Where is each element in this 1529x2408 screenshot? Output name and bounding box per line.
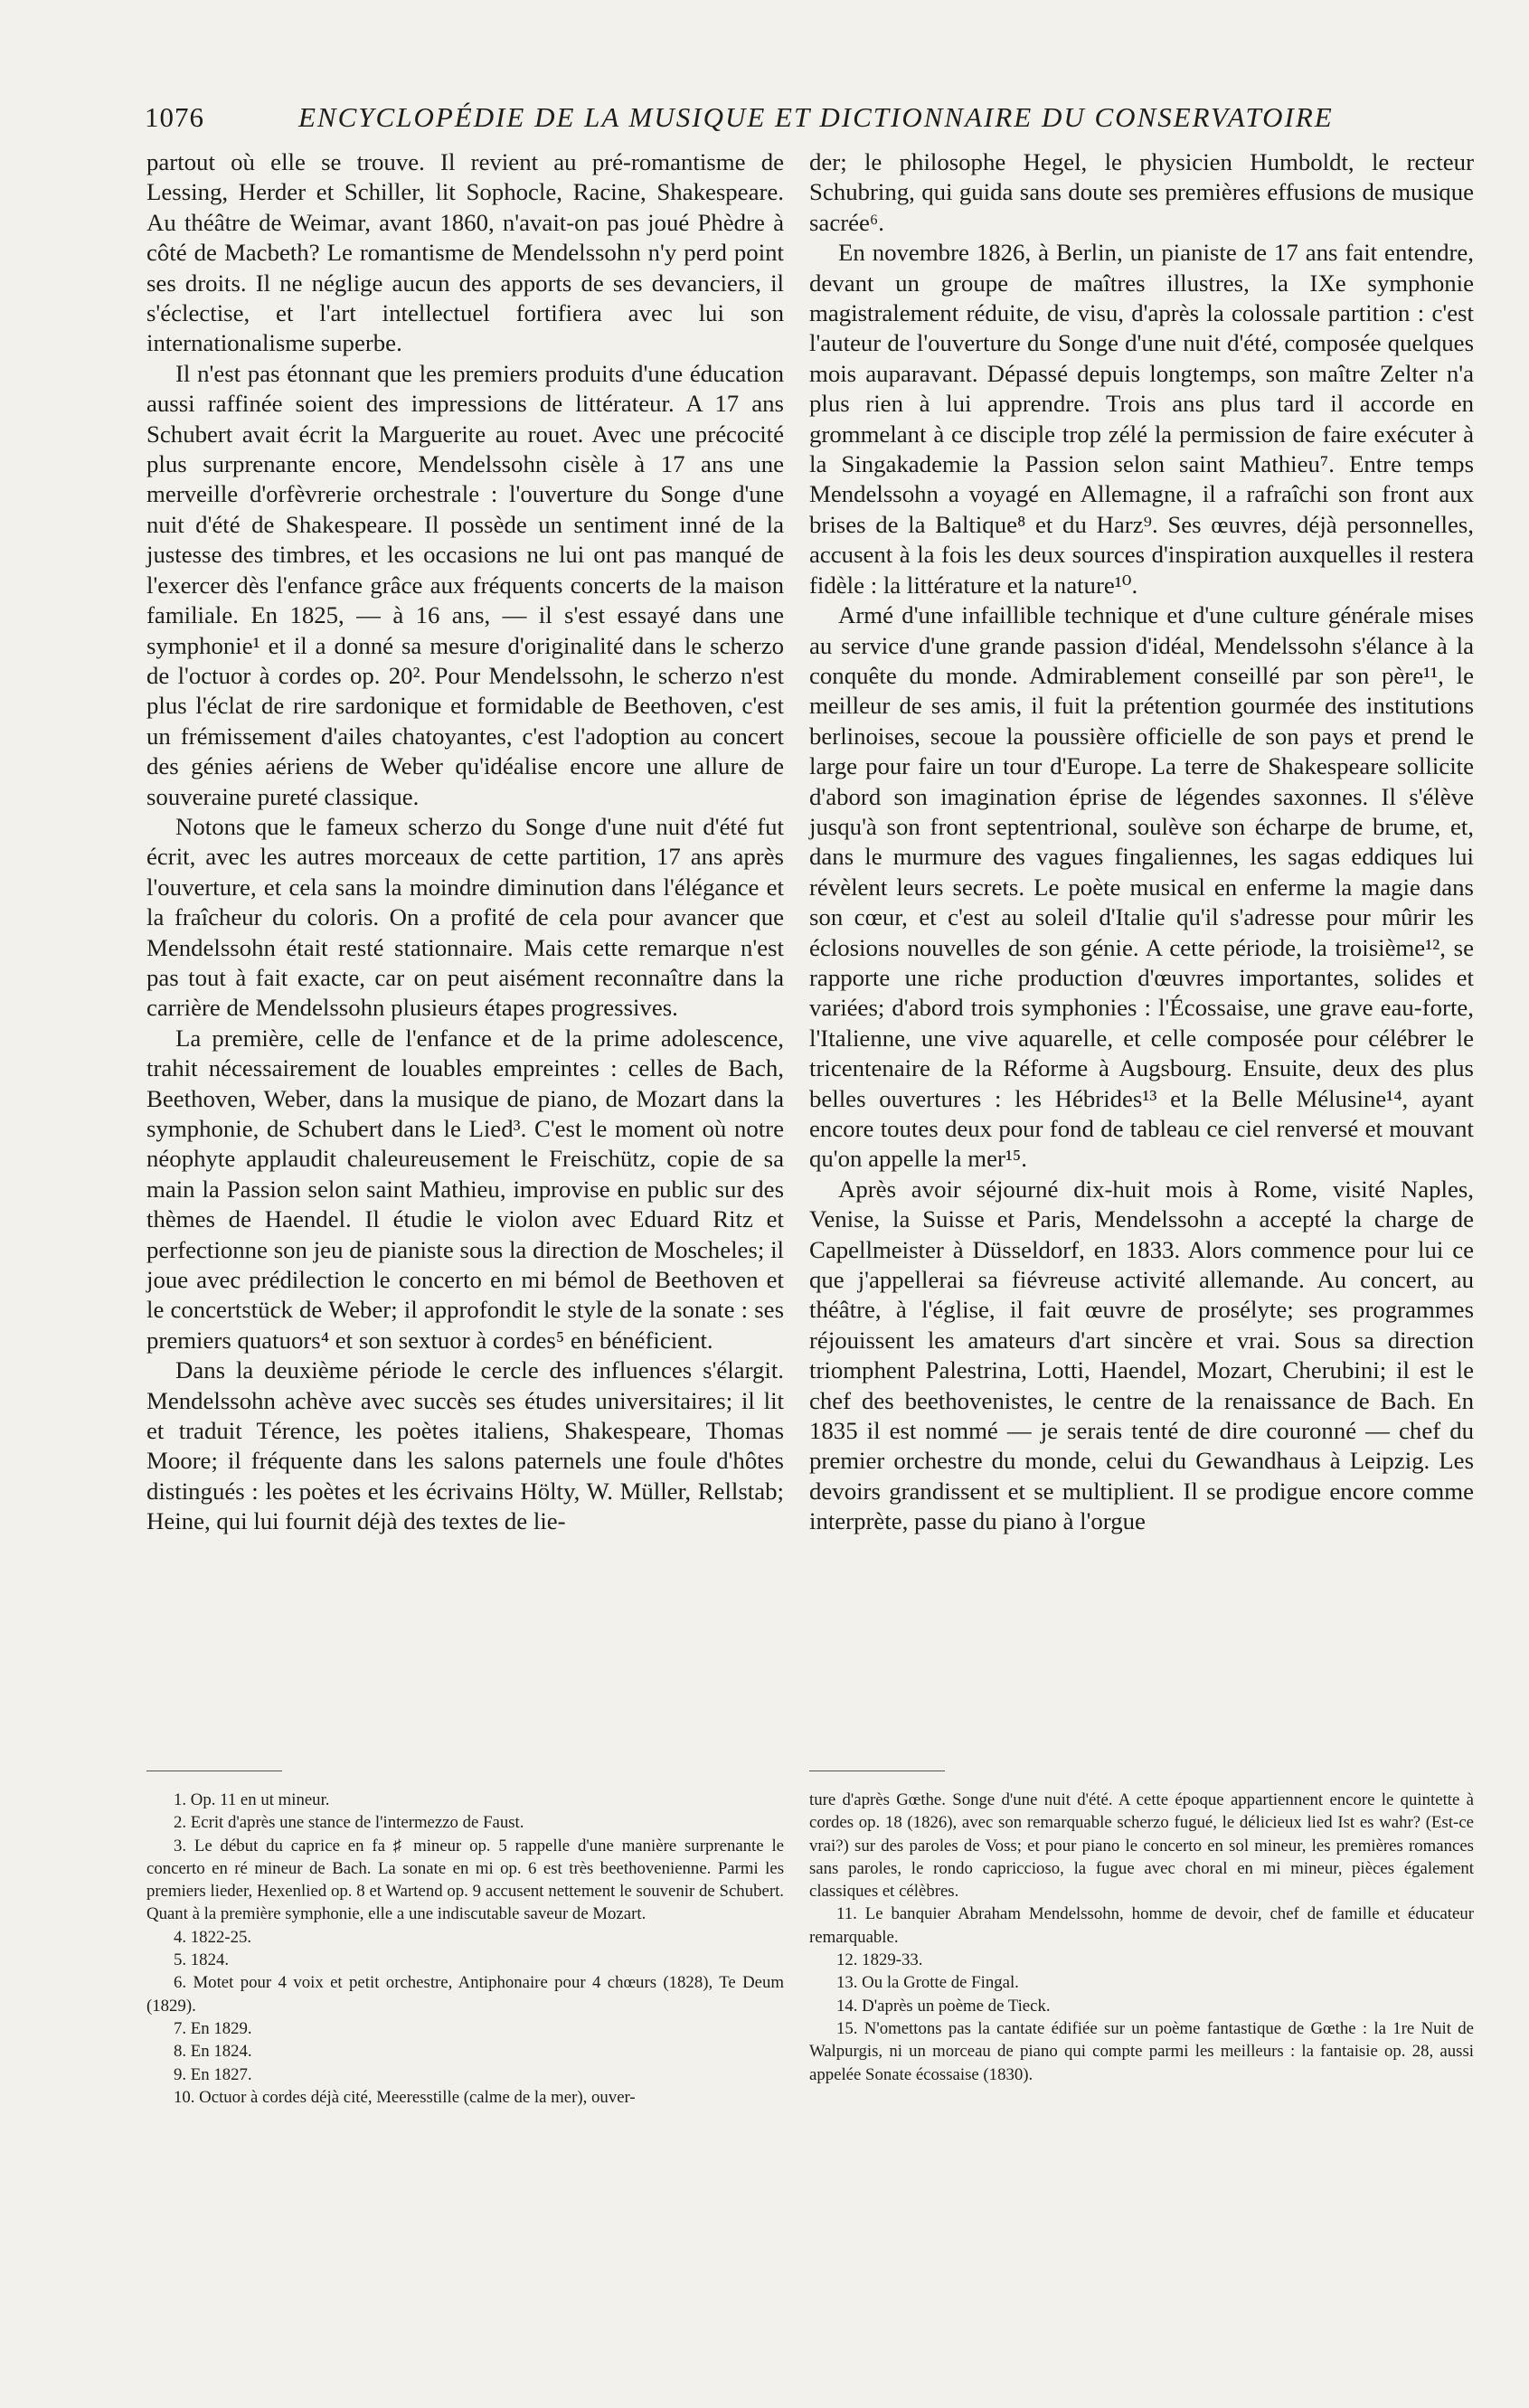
footnote: 8. En 1824. <box>174 2042 252 2062</box>
left-column <box>146 147 784 1537</box>
footnote: 10. Octuor à cordes déjà cité, Meeresstille (calme de la mer), ouver- <box>174 2087 636 2107</box>
paragraph: der; le philosophe Hegel, le physicien Humboldt, le recteur Schubring, qui guida sans doute ses premières effusions de musique sacrée⁶. <box>809 148 1474 236</box>
right-column <box>809 147 1474 1537</box>
paragraph: En novembre 1826, à Berlin, un pianiste de 17 ans fait entendre, devant un groupe de maîtres illustres, la IXe symphonie magistralement réduite, de visu, d'après la colossale partition : c'est l'auteur de l'ouverture du Songe d'une nuit d'été, composée quelques mois auparavant. Dépassé depuis longtemps, son maître Zelter n'a plus rien à lui apprendre. Trois ans plus tard il accorde en grommelant à ce disciple trop zélé la permission de faire exécuter à la Singakademie la Passion selon saint Mathieu⁷. Entre temps Mendelssohn a voyagé en Allemagne, il a rafraîchi son front aux brises de la Baltique⁸ et du Harz⁹. Ses œuvres, déjà personnelles, accusent à la fois les deux sources d'inspiration auxquelles il restera fidèle : la littérature et la nature¹⁰. <box>809 239 1474 599</box>
footnote: 1. Op. 11 en ut mineur. <box>174 1790 330 1809</box>
paragraph: Armé d'une infaillible technique et d'une culture générale mises au service d'une grande passion d'idéal, Mendelssohn s'élance à la conquête du monde. Admirablement conseillé par son père¹¹, le meilleur de ses amis, il fuit la prétention gourmée des institutions berlinoises, secoue la poussière officielle de son pays et prend le large pour faire un tour d'Europe. La terre de Shakespeare sollicite d'abord son imagination éprise de légendes saxonnes. Il s'élève jusqu'à son front septentrional, soulève son écharpe de brume, et, dans le murmure des vagues fingaliennes, les sagas eddiques lui révèlent leurs secrets. Le poète musical en enferme la magie dans son cœur, et c'est au soleil d'Italie qu'il s'adresse pour mûrir les éclosions nouvelles de son génie. A cette période, la troisième¹², se rapporte une riche production d'œuvres importantes, solides et variées; d'abord trois symphonies : l'Écossaise, une grave eau-forte, l'Italienne, une vive aquarelle, et celle composée pour célébrer le tricentenaire de la Réforme à Augsbourg. Ensuite, deux des plus belles ouvertures : les Hébrides¹³ et la Belle Mélusine¹⁴, ayant encore toutes deux pour fond de tableau ce ciel renversé et mouvant qu'on appelle la mer¹⁵. <box>809 601 1474 1173</box>
page-header <box>145 98 1474 134</box>
footnote: 12. 1829-33. <box>836 1950 923 1970</box>
footnote: 15. N'omettons pas la cantate édifiée sur un poème fantastique de Gœthe : la 1re Nuit de Walpurgis, ni un morceau de piano qui compte parmi les meilleurs : la fantaisie op. 28, aussi appelée Sonate écossaise (1830). <box>809 2018 1474 2084</box>
footnote: ture d'après Gœthe. Songe d'une nuit d'été. A cette époque appartiennent encore le quintette à cordes op. 18 (1826), avec son remarquable scherzo fugué, le délicieux lied Ist es wahr? (Est-ce vrai?) sur des paroles de Voss; et pour piano le concerto en sol mineur, les premières romances sans paroles, le rondo capriccioso, la fugue avec choral en mi mineur, pièces également classiques et célèbres. <box>809 1790 1474 1902</box>
running-title: ENCYCLOPÉDIE DE LA MUSIQUE ET DICTIONNAIRE DU CONSERVATOIRE <box>298 101 1334 133</box>
footnotes-left <box>146 1789 784 2109</box>
page-number: 1076 <box>145 101 204 133</box>
footnote: 2. Ecrit d'après une stance de l'intermezzo de Faust. <box>174 1813 524 1833</box>
paragraph: Dans la deuxième période le cercle des influences s'élargit. Mendelssohn achève avec succès ses études universitaires; il lit et traduit Térence, les poètes italiens, Shakespeare, Thomas Moore; il fréquente dans les salons paternels une foule d'hôtes distingués : les poètes et les écrivains Hölty, W. Müller, Rellstab; Heine, qui lui fournit déjà des textes de lie- <box>146 1356 784 1535</box>
footnote: 4. 1822-25. <box>174 1927 252 1947</box>
footnote: 14. D'après un poème de Tieck. <box>836 1996 1051 2016</box>
footnote: 6. Motet pour 4 voix et petit orchestre, Antiphonaire pour 4 chœurs (1828), Te Deum (1829). <box>146 1973 784 2016</box>
paragraph: Après avoir séjourné dix-huit mois à Rome, visité Naples, Venise, la Suisse et Paris, Mendelssohn a accepté la charge de Capellmeister à Düsseldorf, en 1833. Alors commence pour lui ce que j'appellerai sa fiévreuse activité allemande. Au concert, au théâtre, à l'église, il fait œuvre de prosélyte; ses programmes réjouissent les amateurs d'art sincère et vrai. Sous sa direction triomphent Palestrina, Lotti, Haendel, Mozart, Cherubini; il est le chef des beethovenistes, le centre de la renaissance de Bach. En 1835 il est nommé — je serais tenté de dire couronné — chef du premier orchestre du monde, celui du Gewandhaus à Leipzig. Les devoirs grandissent et se multiplient. Il se prodigue encore comme interprète, passe du piano à l'orgue <box>809 1175 1474 1535</box>
footnote: 7. En 1829. <box>174 2018 252 2038</box>
footnote: 11. Le banquier Abraham Mendelssohn, homme de devoir, chef de famille et éducateur remarquable. <box>809 1904 1474 1947</box>
paragraph: La première, celle de l'enfance et de la prime adolescence, trahit nécessairement de louables empreintes : celles de Bach, Beethoven, Weber, dans la musique de piano, de Mozart dans la symphonie, de Schubert dans le Lied³. C'est le moment où notre néophyte applaudit chaleureusement le Freischütz, copie de sa main la Passion selon saint Mathieu, improvise en public sur des thèmes de Haendel. Il étudie le violon avec Eduard Ritz et perfectionne son jeu de pianiste sous la direction de Moscheles; il joue avec prédilection le concerto en mi bémol de Beethoven et le concertstück de Weber; il approfondit le style de la sonate : ses premiers quatuors⁴ et son sextuor à cordes⁵ en bénéficient. <box>146 1024 784 1354</box>
paragraph: Notons que le fameux scherzo du Songe d'une nuit d'été fut écrit, avec les autres morceaux de cette partition, 17 ans après l'ouverture, et cela sans la moindre diminution dans l'élégance et la fraîcheur du coloris. On a profité de cela pour avancer que Mendelssohn était resté stationnaire. Mais cette remarque n'est pas tout à fait exacte, car on peut aisément reconnaître dans la carrière de Mendelssohn plusieurs étapes progressives. <box>146 812 784 1022</box>
footnotes-right <box>809 1789 1474 2086</box>
footnote: 3. Le début du caprice en fa ♯ mineur op. 5 rappelle d'une manière surprenante le concerto en ré mineur de Bach. La sonate en mi op. 6 est très beethovenienne. Parmi les premiers lieder, Hexenlied op. 8 et Wartend op. 9 accusent nettement le souvenir de Schubert. Quant à la première symphonie, elle a une indiscutable saveur de Mozart. <box>146 1836 784 1924</box>
paragraph: Il n'est pas étonnant que les premiers produits d'une éducation aussi raffinée soient des impressions de littérateur. A 17 ans Schubert avait écrit la Marguerite au rouet. Avec une précocité plus surprenante encore, Mendelssohn cisèle à 17 ans une merveille d'orfèvrerie orchestrale : l'ouverture du Songe d'une nuit d'été de Shakespeare. Il possède un sentiment inné de la justesse des timbres, et les occasions ne lui ont pas manqué de l'exercer dès l'enfance grâce aux fréquents concerts de la maison familiale. En 1825, — à 16 ans, — il s'est essayé dans une symphonie¹ et il a donné sa mesure d'originalité dans le scherzo de l'octuor à cordes op. 20². Pour Mendelssohn, le scherzo n'est plus l'éclat de rire sardonique et formidable de Beethoven, c'est un frémissement d'ailes chatoyantes, c'est l'adoption au concert des génies aériens de Weber qu'idéalise encore une allure de souveraine pureté classique. <box>146 359 784 810</box>
footnote: 9. En 1827. <box>174 2064 252 2084</box>
footnote: 5. 1824. <box>174 1950 230 1970</box>
footnote: 13. Ou la Grotte de Fingal. <box>836 1973 1019 1993</box>
paragraph: partout où elle se trouve. Il revient au pré-romantisme de Lessing, Herder et Schiller, lit Sophocle, Racine, Shakespeare. Au théâtre de Weimar, avant 1860, n'avait-on pas joué Phèdre à côté de Macbeth? Le romantisme de Mendelssohn n'y perd point ses droits. Il ne néglige aucun des apports de ses devanciers, il s'éclectise, et l'art intellectuel fortifiera avec lui son internationalisme superbe. <box>146 148 784 357</box>
